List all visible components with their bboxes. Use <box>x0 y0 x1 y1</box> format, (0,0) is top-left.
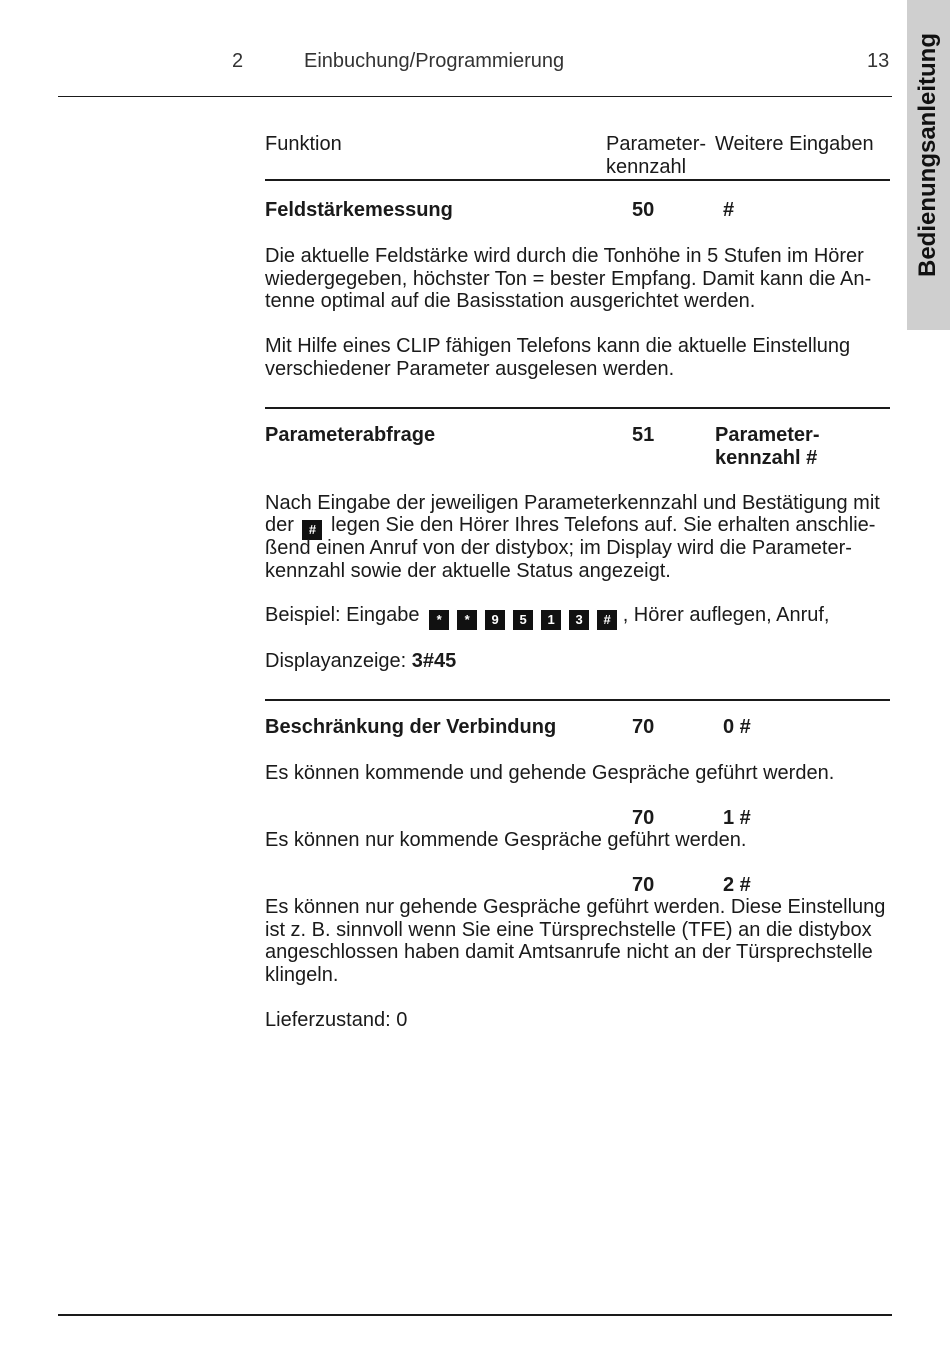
default-value: 0 <box>396 1009 408 1031</box>
hash-key-icon: # <box>597 610 617 630</box>
parameterabfrage-line-1: Nach Eingabe der jeweiligen Parameterkennzahl und Bestätigung mit <box>265 492 880 514</box>
header-divider <box>58 96 892 97</box>
text-after-key: legen Sie den Hörer Ihres Telefons auf. Sie erhalten anschlie- <box>331 514 876 536</box>
input-feldstaerke: # <box>723 199 735 221</box>
section-divider-1 <box>265 407 890 409</box>
option-0-description: Es können kommende und gehende Gespräche geführt werden. <box>265 762 835 784</box>
example-keys <box>429 604 623 626</box>
star-key-icon: * <box>429 610 449 630</box>
parameter-code-70-option-2: 70 <box>632 874 655 896</box>
page-number: 13 <box>867 50 890 72</box>
default-label: Lieferzustand: <box>265 1009 391 1031</box>
section-title-feldstaerke: Feldstärkemessung <box>265 199 453 221</box>
example-line <box>265 604 829 630</box>
display-label: Displayanzeige: <box>265 650 407 672</box>
example-suffix: , Hörer auflegen, Anruf, <box>622 604 830 626</box>
parameter-code-51: 51 <box>632 424 655 446</box>
section-title-parameterabfrage: Parameterabfrage <box>265 424 436 446</box>
chapter-number: 2 <box>232 50 244 72</box>
input-parameterabfrage: Parameter- kennzahl # <box>715 424 820 469</box>
option-2-description: Es können nur gehende Gespräche geführt werden. Diese Einstellung ist z. B. sinnvoll wenn Sie eine Türsprechstelle (TFE) an die distybox angeschlossen haben damit Amtsanrufe nicht an der Türsprechstelle klingeln. <box>265 896 886 986</box>
input-option-0: 0 # <box>723 716 751 738</box>
column-header-parameter: Parameter- kennzahl <box>606 133 707 178</box>
column-header-function: Funktion <box>265 133 342 155</box>
digit-key-icon: 9 <box>485 610 505 630</box>
side-tab-label: Bedienungsanleitung <box>914 32 941 278</box>
star-key-icon: * <box>457 610 477 630</box>
digit-key-icon: 3 <box>569 610 589 630</box>
parameter-code-50: 50 <box>632 199 655 221</box>
side-tab <box>907 0 950 330</box>
display-line <box>265 650 456 673</box>
digit-key-icon: 5 <box>513 610 533 630</box>
parameter-code-70: 70 <box>632 716 655 738</box>
section-title-beschraenkung: Beschränkung der Verbindung <box>265 716 557 738</box>
table-header-divider <box>265 179 890 181</box>
default-setting <box>265 1009 407 1032</box>
feldstaerke-description: Die aktuelle Feldstärke wird durch die Tonhöhe in 5 Stufen im Hörer wiedergegeben, höchster Ton = bester Empfang. Damit kann die An- tenne optimal auf die Basisstation ausgerichtet werden. <box>265 245 872 312</box>
chapter-title: Einbuchung/Programmierung <box>304 50 565 72</box>
text-der: der <box>265 514 294 536</box>
section-divider-2 <box>265 699 890 701</box>
hash-key-icon: # <box>302 520 322 540</box>
parameterabfrage-rest: ßend einen Anruf von der distybox; im Display wird die Parameter- kennzahl sowie der aktuelle Status angezeigt. <box>265 537 852 582</box>
clip-description: Mit Hilfe eines CLIP fähigen Telefons kann die aktuelle Einstellung verschiedener Parameter ausgelesen werden. <box>265 335 851 380</box>
footer-divider <box>58 1314 892 1316</box>
input-option-2: 2 # <box>723 874 751 896</box>
digit-key-icon: 1 <box>541 610 561 630</box>
column-header-inputs: Weitere Eingaben <box>715 133 874 155</box>
input-option-1: 1 # <box>723 807 751 829</box>
display-value: 3#45 <box>411 650 457 672</box>
example-label: Beispiel: Eingabe <box>265 604 420 626</box>
option-1-description: Es können nur kommende Gespräche geführt werden. <box>265 829 747 851</box>
parameter-code-70-option-1: 70 <box>632 807 655 829</box>
